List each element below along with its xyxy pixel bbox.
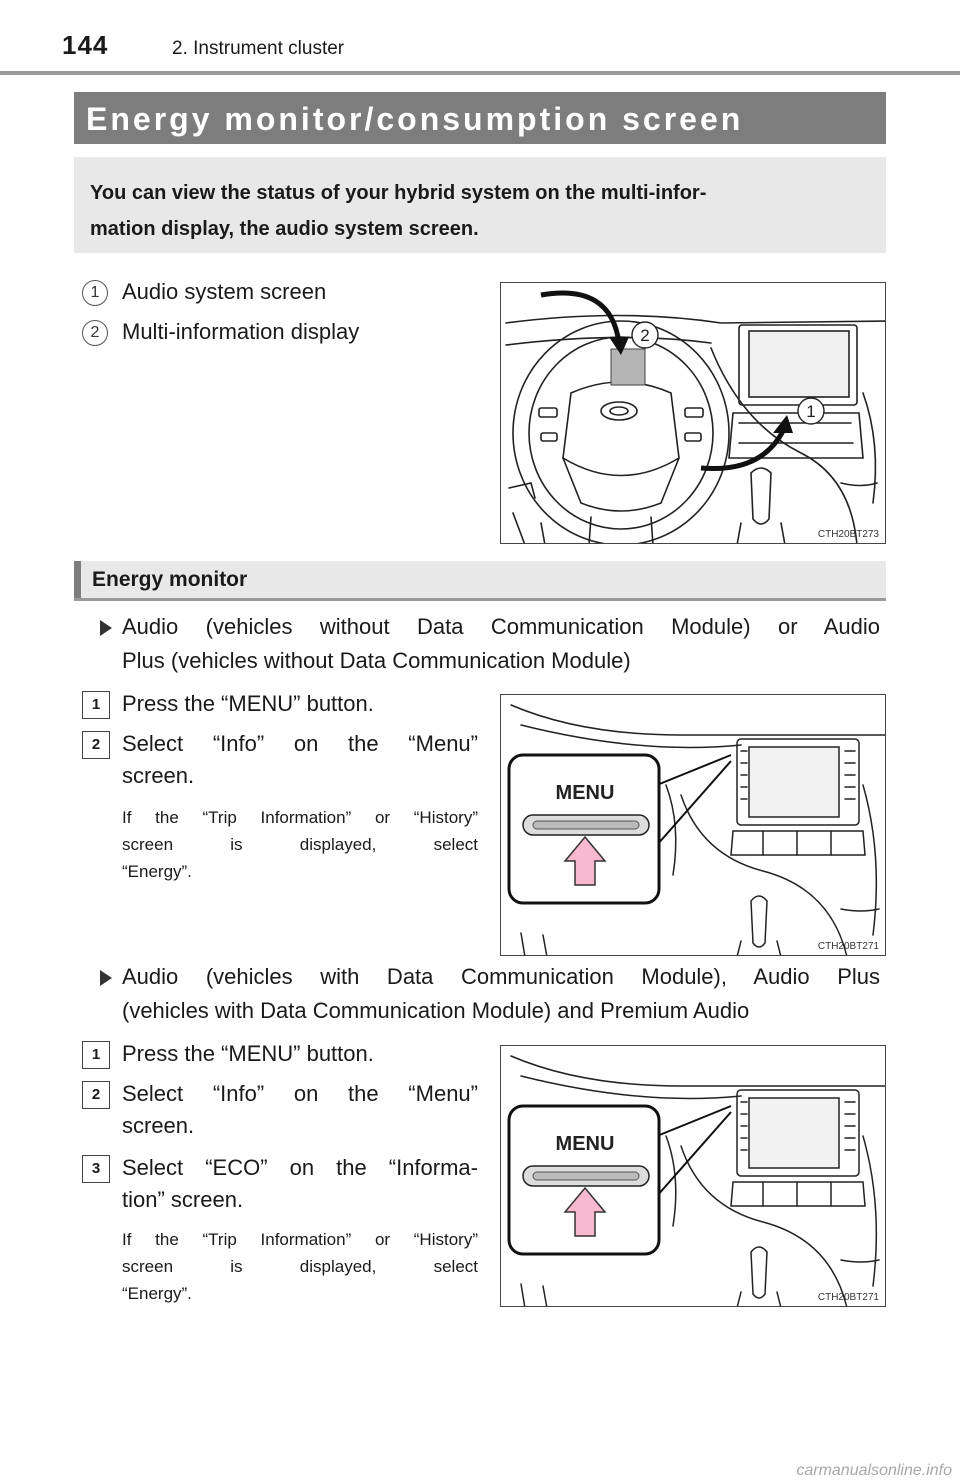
legend-number-2: 2 (82, 320, 108, 346)
case-b-step-number-2: 2 (82, 1081, 110, 1109)
case-b-note-line-3: “Energy”. (122, 1284, 192, 1303)
chapter-title: 2. Instrument cluster (172, 38, 345, 59)
intro-line-2: mation display, the audio system screen. (90, 218, 479, 240)
callout-1: 1 (806, 402, 816, 421)
case-b-step-3-line-1: Select “ECO” on the “Informa- (122, 1155, 478, 1180)
intro-line-1: You can view the status of your hybrid system on the multi-infor- (90, 182, 707, 204)
menu-label: MENU (555, 1133, 615, 1155)
illustration-code: CTH20BT271 (817, 1292, 879, 1303)
legend-label-2: Multi-information display (122, 319, 360, 344)
menu-button-illustration-a (500, 694, 886, 956)
header-rule (0, 71, 960, 75)
heading-rule (74, 598, 886, 601)
bullet-triangle-icon (100, 970, 112, 986)
case-b-bullet-line-2: (vehicles with Data Communication Module) and Premium Audio (122, 998, 750, 1023)
illustration-code: CTH20BT271 (817, 941, 879, 952)
case-a-step-2-line-1: Select “Info” on the “Menu” (122, 731, 478, 756)
intro-box (74, 157, 886, 253)
callout-2: 2 (640, 326, 650, 345)
energy-monitor-title: Energy monitor (92, 568, 248, 591)
section-title-bar (74, 92, 886, 144)
case-b-step-number-3: 3 (82, 1155, 110, 1183)
case-b-step-2-line-1: Select “Info” on the “Menu” (122, 1081, 478, 1106)
case-a-bullet-line-2: Plus (vehicles without Data Communication Module) (122, 648, 631, 673)
page-number: 144 (62, 30, 109, 60)
watermark: carmanualsonline.info (796, 1462, 952, 1479)
bullet-triangle-icon (100, 620, 112, 636)
case-a-step-number-2: 2 (82, 731, 110, 759)
dashboard-overview-illustration (500, 282, 886, 544)
case-b-step-2-line-2: screen. (122, 1113, 195, 1138)
case-b-step-number-1: 1 (82, 1041, 110, 1069)
case-a-note-line-1: If the “Trip Information” or “History” (122, 808, 478, 827)
case-b-step-3-line-2: tion” screen. (122, 1187, 244, 1212)
case-b-bullet-line-1: Audio (vehicles with Data Communication Module), Audio Plus (122, 964, 880, 989)
menu-label: MENU (555, 782, 615, 804)
page-header (0, 0, 960, 76)
case-b-note-line-2: screen is displayed, select (122, 1257, 478, 1276)
section-title: Energy monitor/consumption screen (86, 101, 744, 137)
illustration-code: CTH20BT273 (817, 529, 879, 540)
legend-label-1: Audio system screen (122, 279, 327, 304)
energy-monitor-heading (74, 561, 886, 601)
case-a-note-line-2: screen is displayed, select (122, 835, 478, 854)
case-a-step-2-line-2: screen. (122, 763, 195, 788)
case-b-note-line-1: If the “Trip Information” or “History” (122, 1230, 478, 1249)
case-a-step-number-1: 1 (82, 691, 110, 719)
legend-number-1: 1 (82, 280, 108, 306)
case-a-note-line-3: “Energy”. (122, 862, 192, 881)
case-b-step-1-text: Press the “MENU” button. (122, 1041, 374, 1066)
case-a-step-1-text: Press the “MENU” button. (122, 691, 374, 716)
heading-accent-bar (74, 561, 81, 601)
menu-button-illustration-b (500, 1045, 886, 1307)
case-a-bullet-line-1: Audio (vehicles without Data Communication Module) or Audio (122, 614, 880, 639)
